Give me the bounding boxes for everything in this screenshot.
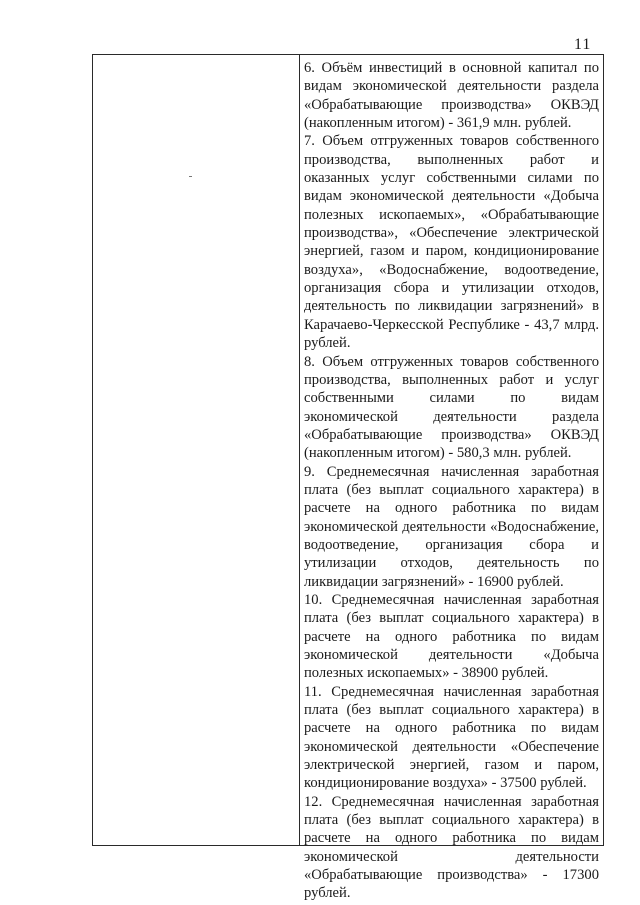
table-left-cell — [93, 55, 300, 845]
indicator-item-12: 12. Среднемесячная начисленная заработная плата (без выплат социального характера) в расчете на одного работника по видам экономической деятельности «Обрабатывающие производства» - 17300 рублей. — [304, 793, 599, 902]
page-number: 11 — [574, 36, 592, 53]
indicators-table — [92, 54, 604, 902]
indicator-item-11: 11. Среднемесячная начисленная заработная плата (без выплат социального характера) в расчете на одного работника по видам экономической деятельности «Обеспечение электрической энергией, газом и паром, кондиционирование воздуха» - 37500 рублей. — [304, 683, 599, 792]
table-right-cell — [300, 55, 603, 902]
indicator-item-7: 7. Объем отгруженных товаров собственного производства, выполненных работ и оказанных услуг собственными силами по видам экономической деятельности «Добыча полезных ископаемых», «Обрабатывающие производства», «Обеспечение электрической энергией, газом и паром, кондиционирование воздуха», «Водоснабжение, водоотведение, организация сбора и утилизации отходов, деятельность по ликвидации загрязнений» в Карачаево-Черкесской Республике - 43,7 млрд. рублей. — [304, 133, 599, 352]
indicator-item-9: 9. Среднемесячная начисленная заработная плата (без выплат социального характера) в расчете на одного работника по видам экономической деятельности «Водоснабжение, водоотведение, организация сбора и утилизации отходов, деятельность по ликвидации загрязнений» - 16900 рублей. — [304, 463, 599, 590]
indicator-item-8: 8. Объем отгруженных товаров собственного производства, выполненных работ и услуг собственными силами по видам экономической деятельности раздела «Обрабатывающие производства» ОКВЭД (накопленным итогом) - 580,3 млн. рублей. — [304, 353, 599, 462]
indicator-item-10: 10. Среднемесячная начисленная заработная плата (без выплат социального характера) в расчете на одного работника по видам экономической деятельности «Добыча полезных ископаемых» - 38900 рублей. — [304, 591, 599, 682]
indicator-item-6: 6. Объём инвестиций в основной капитал по видам экономической деятельности раздела «Обрабатывающие производства» ОКВЭД (накопленным итогом) - 361,9 млн. рублей. — [304, 60, 599, 132]
